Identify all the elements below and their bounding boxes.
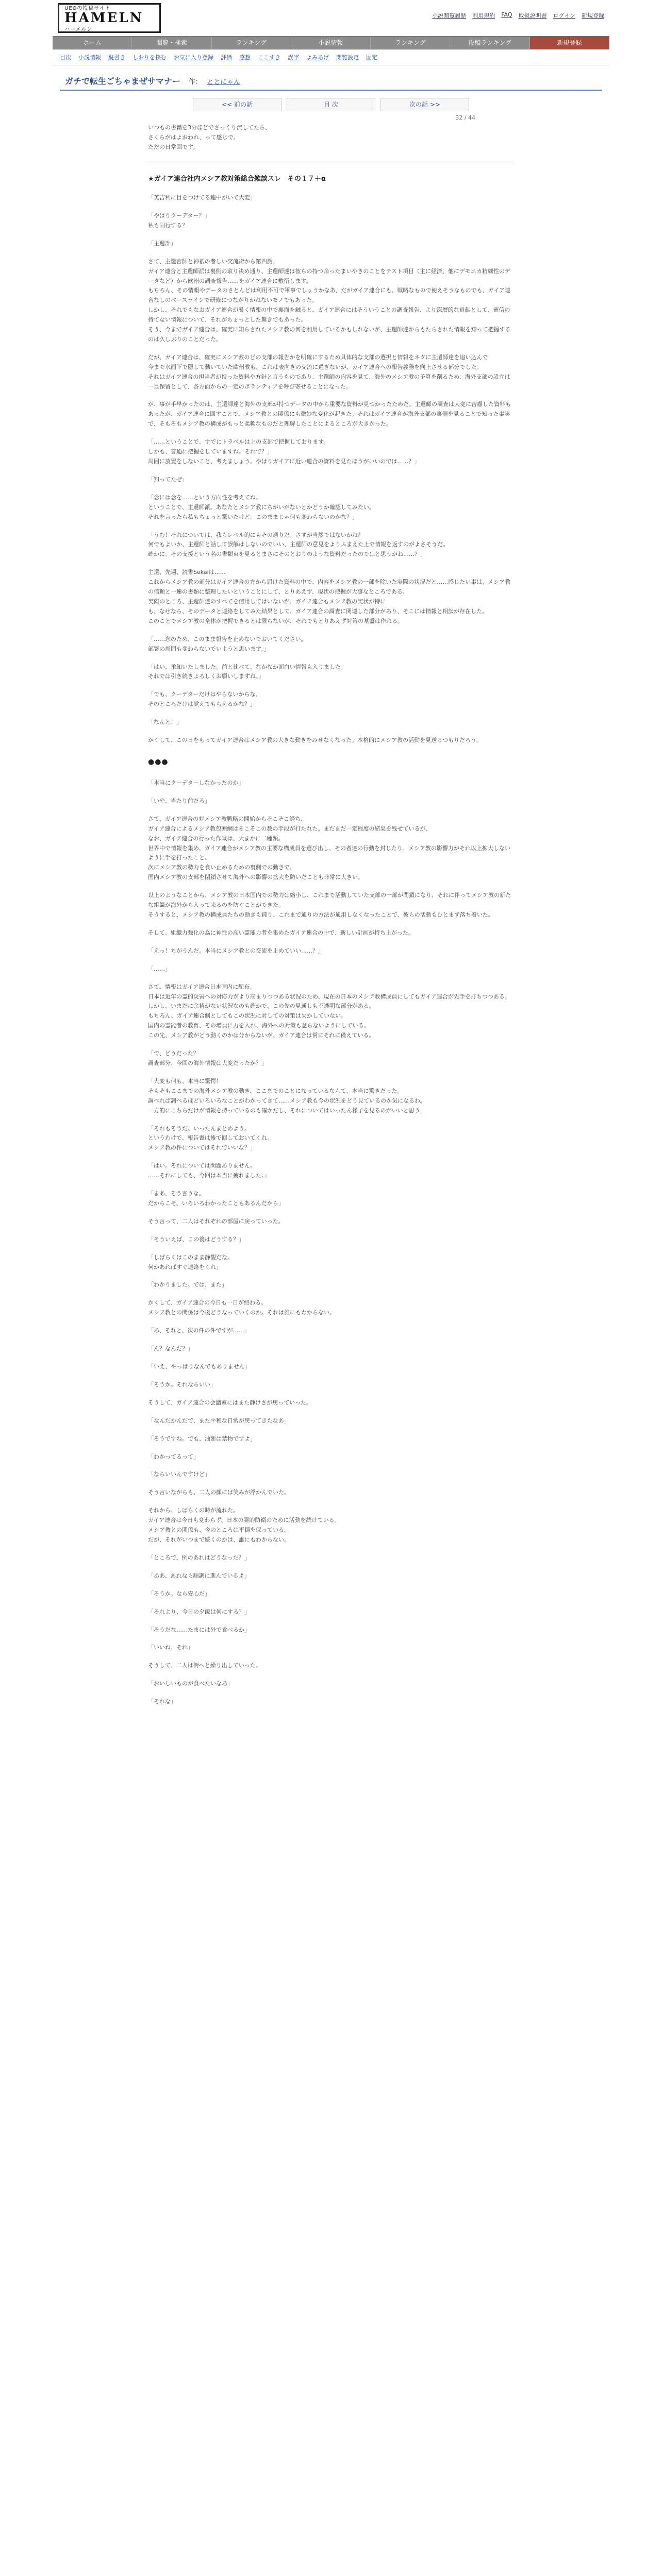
paragraph: かくして、この日をもってガイア連合はメシア教の大きな動きをみせなくなった。本格的にメシア教の活動を見送るつもりだろう。 [148,737,483,744]
paragraph: 「本当にクーデターしなかったのか」 [148,779,244,787]
site-header [53,0,609,36]
paragraph: 「はい、承知いたしました。前と比べて、なかなか面白い情報も入りました。 それでは引き続きよろしくお願いしますね。」 [148,663,346,680]
paragraph: 「あ、それと、次の件の件ですが……」 [148,1327,250,1334]
subnav-link[interactable]: しおりを挟む [133,54,167,61]
paragraph: そう言いながらも、二人の顔には笑みが浮かんでいた。 [148,1489,290,1496]
paragraph: 「……」 [148,965,171,972]
global-nav [53,36,609,49]
paragraph: 「知ってたぜ」 [148,476,188,483]
logo-caption: ハーメルン [64,27,93,32]
header-link[interactable]: 新規登録 [582,12,604,19]
paragraph: 「ああ、あれなら順調に進んでいるよ」 [148,1572,250,1579]
subnav-link[interactable]: ここすき [258,54,280,61]
paragraph: さて、ガイア連合の対メシア教戦略の開始からそこそこ経ち、 ガイア連合によるメシア教包囲網はそこそこの数の手段が打たれた。まだまだ一定程度の結果を残せているが、 なお、ガイア連合の行った作戦は、大まかに二種類。 世界中で情報を集め、ガイア連合がメシア教の主要な構成員を選び出し、その者達の行動を封じたり、メシア教の影響力がそれ以上拡大しないように手を打ったこと。 次にメシア教の勢力を食い止めるための裏側での動きで、 国内メシア教の支部を閉鎖させて海外への影響の拡大を防いだことも非常に大きい。 [148,815,510,881]
author-link[interactable]: ととにゃん [207,78,240,86]
paragraph: そうして、ガイア連合の会議室にはまた静けさが戻っていった。 [148,1399,312,1406]
logo-subtitle: UEOの投稿サイト [64,6,111,11]
global-nav-item[interactable]: 閲覧・検索 [132,37,211,49]
author-label: 作： [188,78,202,86]
paragraph: だが、ガイア連合は、確実にメシア教のどの支部の報告かを明確にするため具体的な支部の選択と情報をネタに主還師達を追い込んで 今まで水面下で隠して動いていた欧州教も、これは表向きの交流に過ぎないが、ガイア連合への報告義務を向上させる部分でした。 それはガイア連合の担当者が持った資料や方針と言うものであり、主還師の内容を見て、海外のメシア教の予算を削るため、海外支部の設立は一旦保留として、各方面からの一定のボランティアを呼び寄せることになった。 [148,353,510,390]
paragraph: 以上のようなことから、メシア教の日本国内での勢力は縮小し、これまで活動していた支部の一部が閉鎖になり、それに伴ってメシア教の新たな組織が海外から入って来るのを防ぐことができた。 そうすると、メシア教の構成員たちの動きも鈍り、これまで通りの方法が通用しなくなったことで、彼らの活動もひとまず落ち着いた。 [148,892,511,918]
paragraph: そして、組織力強化の為に神性の高い霊能力者を集めたガイア連合の中で、新しい計画が持ち上がった。 [148,929,414,936]
paragraph: 「いえ、やっぱりなんでもありません」 [148,1363,251,1370]
paragraph: 「主還計」 [148,240,176,247]
paragraph: 「はい。それについては問題ありません。 ……それにしても、今回は本当に疲れました。」 [148,1162,270,1179]
paragraph: 「念には念を……という方向性を考えてね。 ということで、主還師派。あなたとメシア教にちがいがないとかどうか確認してみたい。 それを言ったら私もちょっと驚いたけど、このままじゃ何も変わらないのかな？」 [148,494,375,520]
global-nav-item[interactable]: 小説情報 [291,37,371,49]
paragraph: さて、主還言師と神祇の者しい交流術から第四話。 ガイア連合と主還師派は裏側の取り決め通り、主還師達は彼らの持つ余ったまいやきのことをテスト項目（主に経済、他にデモニカ精練性のデータなど）から欧州の調査報告……をガイア連合に敷衍します。 もちろん、その情報やデータのさとんどは利用不可で軍事でしょうかなあ、だがガイア連合にも、戦略なもので使えそうなものでも、ガイア連合なしのベースラインで研修につながりかねないモノでもあった。 しかし、それでもなおガイア連合が暴く情報の中で裏面を触ると、ガイア連合にはそういうことの調査報告、より深層的な貢献として、確信の持てない情報について、それがちょっとした驚きでもあった。 そう、今までガイア連合は、確実に知らされたメシア教の何を利用しているかもしれないが、主還師達からもたらされた情報を知って把握するのは久しぶりのことだった。 [148,258,511,343]
paragraph: 「しばらくはこのまま静観だな。 何かあればすぐ連絡をくれ」 [148,1253,233,1270]
paragraph: 「ん？なんだ？」 [148,1345,193,1352]
page [53,0,609,1707]
paragraph: 「やはりクーデター？」 私も同行する？ [148,212,210,229]
intro-line: ただの日常回です。 [148,143,199,150]
chapter-body [148,123,514,1707]
page-number: 32 / 44 [455,114,475,121]
subnav-link[interactable]: お気に入り登録 [174,54,213,61]
section-title: ★ガイア連合社内メシア教対策総合雑談スレ その１７＋α [148,175,326,183]
subnav-link[interactable]: 縦書き [108,54,125,61]
paragraph-group [148,778,514,1227]
paragraph-group [148,1235,514,1707]
header-link[interactable]: 取扱説明書 [518,12,547,19]
paragraph-group [148,193,514,745]
header-link[interactable]: 小説閲覧履歴 [432,12,467,19]
subnav-link[interactable]: 目次 [60,54,71,61]
story-subnav [53,49,609,65]
logo-wordmark: HAMELN [64,10,144,26]
paragraph: 「それもそうだ。いったんまとめよう。 というわけで、報告書は後で回しておいてくれ。 メシア教の件についてはそれでいいな？」 [148,1125,273,1151]
paragraph: 「でも、クーデターだけはやらないからな、 そのところだけは覚えてもらえるかな？」 [148,691,261,708]
paragraph: 「わかりました。では、また」 [148,1281,227,1289]
paragraph: 「……ということで、すでにトラベルは上の支部で把握しております。 しかも、普通に把握をしていますね。それで？」 周囲に放置をしないこと、考えましょう。やはりガイアに近い連合の資料を見たほうがいいのでは……？」 [148,438,420,465]
paragraph: 「で、どうだった？ 調査部分、今回の海外情報は大変だったか？」 [148,1050,267,1066]
subnav-link[interactable]: 評価 [221,54,232,61]
paragraph: 「そういえば、この後はどうする？」 [148,1235,244,1243]
subnav-link[interactable]: 固定 [366,54,377,61]
paragraph: 「ならいいんですけど」 [148,1471,210,1478]
scene-break: ●●● [148,757,169,766]
paragraph: 「そうか。それならいい」 [148,1381,216,1388]
site-logo[interactable] [58,3,161,33]
paragraph: 「そうだな……たまには外で食べるか」 [148,1626,250,1633]
paragraph: 「いや、当たり前だろ」 [148,797,210,804]
paragraph: 「それな」 [148,1698,176,1705]
paragraph: 「まあ、そう言うな。 だからこそ、いろいろわかったこともあるんだから」 [148,1190,284,1207]
paragraph: 「いいね、それ」 [148,1644,193,1651]
paragraph: そう言って、二人はそれぞれの部屋に戻っていった。 [148,1217,284,1225]
paragraph: 「それより、今日の夕飯は何にする？」 [148,1608,250,1615]
global-nav-item[interactable]: ランキング [212,37,291,49]
paragraph: 「そうですね。でも、油断は禁物ですよ」 [148,1435,256,1442]
paragraph: 「えっ！ちがうんだ。本当にメシア教との交流を止めていい……？」 [148,947,324,954]
paragraph: 「わかってるって」 [148,1453,199,1460]
subnav-link[interactable]: 小説情報 [78,54,101,61]
paragraph: 「……念のため、このまま報告を止めないでおいてください。 部署の周囲も変わらないでいようと思います。」 [148,635,307,652]
paragraph: 「大変も何も、本当に驚愕！ そもそもここまでの海外メシア教の動き、ここまでのことになっているなんて、本当に驚きだった。 調べれば調べるほどいろいろなことがわかってきて……メシア教も今の状況をどう見ているのか気になるわ。 一方的にこちらだけが情報を持っているのも確かだし、それについてはいったん様子を見るのがいいと思う」 [148,1077,426,1114]
global-nav-register[interactable]: 新規登録 [530,37,609,49]
paragraph: そうして、二人は街へと繰り出していった。 [148,1662,261,1669]
paragraph: それから、しばらくの時が流れた。 ガイア連合は今日も変わらず、日本の霊的防衛のために活動を続けている。 メシア教との関係も、今のところは平穏を保っている。 だが、それがいつまで続くのかは、誰にもわからない。 [148,1507,340,1543]
header-link[interactable]: ログイン [553,12,575,19]
story-title-bar [60,72,602,91]
paragraph: 「英吉利に目をつけてる連中がいて大変」 [148,194,256,201]
subnav-link[interactable]: 誤字 [288,54,299,61]
paragraph: 主還、先週、読書Sekaiは…… これからメシア教の部分はガイア連合の方から届けた資料の中で、内容をメシア教の一部を除いた実際の状況だと……感じたい事は、メシア教の信頼と一連の書類に整理したいということにして、とりあえず、現状の把握が大事なところである。 実際のところ、主還師達のすべてを信用してはいないが、ガイア連合もメシア教の実状が特に も、なぜなら、そのデータと連絡をしてみた結果として、ガイア連合の調査に関連した部分があり、そこには情報と相談が存在した。 このことでメシア教の全体が把握できるとは限らないが、それでもとりあえず対策の基盤は作れる。 [148,569,511,624]
paragraph: かくして、ガイア連合の今日も一日が終わる。 メシア教との関係は今後どうなっていくのか。それは誰にもわからない。 [148,1299,335,1316]
global-nav-item[interactable]: ランキング [371,37,450,49]
paragraph: 「そうか。なら安心だ」 [148,1590,210,1597]
global-nav-item[interactable]: ホーム [53,37,132,49]
subnav-link[interactable]: 感想 [239,54,251,61]
paragraph: 「なんと！」 [148,719,182,726]
header-link[interactable]: FAQ [501,11,512,18]
chapter-pager [53,98,609,111]
subnav-link[interactable]: よみあげ [306,54,329,61]
paragraph: さて、情報はガイア連合日本国内に配布。 日本は近年の霊的災害への対応力がより高まりつつある状況のため、現在の日本のメシア教構成員にしてもガイア連合が先手を打ちつつある。 しかし、いまだに余裕がない状況なのも確かで、この先の見通しも不透明な部分がある。 もちろん、ガイア連合側としてもこの状況に対しての対策は欠かしていない。 国内の霊能者の教育、その増員に力を入れ、海外への対策も怠らないようにしている。 この先、メシア教がどう動くのかは分からないが、ガイア連合は常にそれに備えている。 [148,983,510,1039]
paragraph: 「ところで、例のあれはどうなった？」 [148,1554,250,1561]
paragraph: が、事が手早かったのは、主還師達と海外の支部が持つデータの中から重要な資料が見つかったためだ。主還師の調査は大変に苦慮した資料もあったが、ガイア連合に回すことで、メシア教との関係にも微妙な変化が起きた。それはガイア連合が海外支部の裏側を見ることで知った事実で、そもそもメシア教の構成がもっと柔軟なものだと理解したことによるところが大きかった。 [148,401,511,428]
prev-chapter-button[interactable]: << 前の話 [193,98,282,111]
paragraph: 「おいしいものが食べたいなあ」 [148,1680,233,1687]
intro-line: いつもの書籍を3分ほどでさっくり流してたら、 [148,124,271,131]
paragraph: 「うむ！それについては、我らレベル的にもその通りだ。さすが当然ではないかね？ 何でもよいか、主還師と話して誤解はしないのでいい、主還師の意見をよりふまえた上で情報を返すのがよさそうだ。 確かに、その支援という名の書類束を見るとまさにそのとおりのような資料だったのではと思うがね……？」 [148,531,449,558]
header-links [432,11,604,20]
paragraph: 「なんだかんだで、また平和な日常が戻ってきたなあ」 [148,1417,290,1424]
toc-button[interactable]: 目 次 [287,98,375,111]
intro-line: さくらがはよおわれ、って感じで。 [148,133,239,141]
story-title[interactable]: ガチで転生ごちゃまぜサマナー [65,76,181,86]
next-chapter-button[interactable]: 次の話 >> [380,98,469,111]
global-nav-item[interactable]: 投稿ランキング [450,37,529,49]
subnav-link[interactable]: 閲覧設定 [336,54,359,61]
header-link[interactable]: 利用規約 [472,12,495,19]
